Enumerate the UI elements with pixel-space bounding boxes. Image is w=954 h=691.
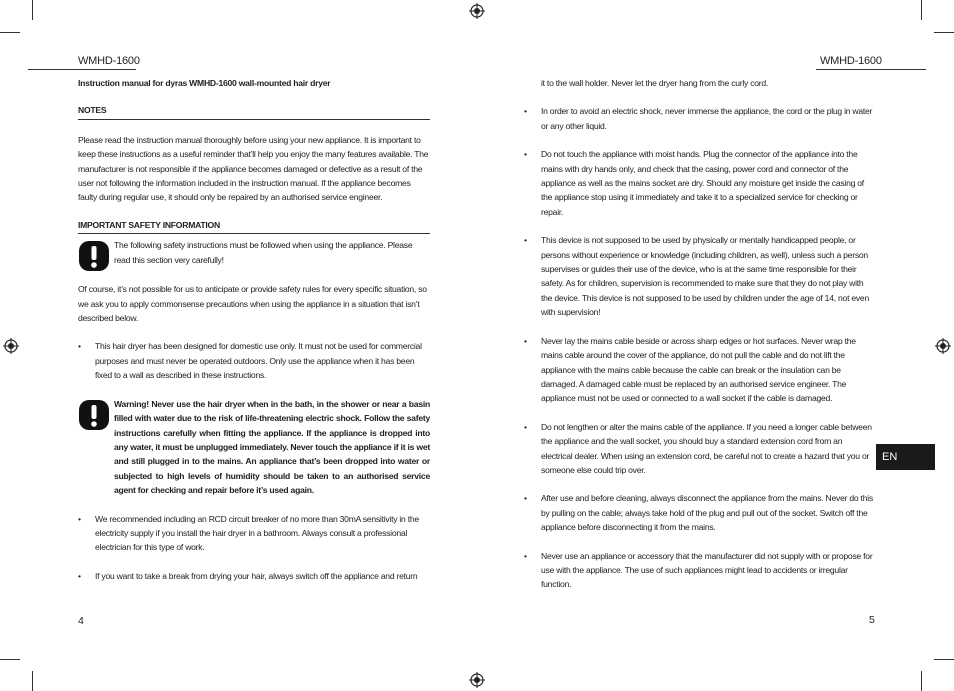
list-item: [524, 104, 874, 133]
model-label-left: WMHD-1600: [78, 55, 140, 67]
registration-mark-icon: [469, 672, 485, 688]
list-item: [524, 334, 874, 406]
list-item: [524, 420, 874, 478]
bullet-text: We recommended including an RCD circuit breaker of no more than 30mA sensitivity in the electricity supply if you install the hair dryer in a bathroom. Always consult a professional electrician for this type of work.: [95, 513, 419, 553]
list-item: [524, 491, 874, 534]
crop-mark: [934, 659, 954, 660]
crop-mark: [0, 32, 20, 33]
bullet-text: Do not lengthen or alter the mains cable of the appliance. If you need a longer cable between the appliance and the wall socket, you should buy a standard extension cord from an electrical dealer. When using an extension cord, be careful not to create a hazard that you or someone else could trip over.: [541, 421, 872, 475]
registration-mark-icon: [469, 3, 485, 19]
header-rule-left: [28, 69, 136, 70]
notes-heading: NOTES: [78, 103, 430, 119]
list-item-continuation: [524, 76, 874, 90]
bullet-text: Never use an appliance or accessory that the manufacturer did not supply with or propose for use with the appliance. The use of such appliances might lead to accidents or irregular function.: [541, 550, 873, 590]
bullet-text: This device is not supposed to be used by physically or mentally handicapped people, or persons without experience or knowledge (including children, as well), unless such a person supervises or guides their use of the device, who is at the same time responsible for their safety. As for children, supervision is recommended to make sure that they do not play with the device. This device is not supposed to be used by children under the age of 14, not even with supervision!: [541, 235, 869, 318]
list-item: [524, 147, 874, 219]
notes-paragraph: Please read the instruction manual thoroughly before using your new appliance. It is important to keep these instructions as a useful reminder that’ll help you enjoy the many features available. The manufacturer is not responsible if the appliance becomes damaged or defective as a result of the user not following the information included in the instruction manual. If the appliance becomes faulty during regular use, it should only be repaired by an authorised service engineer.: [78, 134, 429, 203]
list-item: [524, 549, 874, 592]
list-item: [78, 512, 430, 555]
intro-paragraph: Of course, it’s not possible for us to anticipate or provide safety rules for every specific situation, so we ask you to apply commonsense precautions when using the appliance in a situation that isn’t described below.: [78, 284, 427, 324]
crop-mark: [934, 32, 954, 33]
crop-mark: [32, 0, 33, 20]
bullet-point: •: [78, 513, 81, 524]
bullet-text: In order to avoid an electric shock, never immerse the appliance, the cord or the plug in water or any other liquid.: [541, 106, 873, 131]
page-number-left: 4: [78, 615, 84, 627]
warning-note-1: [78, 238, 430, 272]
crop-mark: [0, 659, 20, 660]
bullet-point: •: [78, 341, 81, 352]
bullet-text: This hair dryer has been designed for domestic use only. It must not be used for commercial purposes and must never be operated outdoors. Only use the appliance when it has been fixed to a wall as described in these instructions.: [95, 341, 422, 381]
safety-heading: IMPORTANT SAFETY INFORMATION: [78, 218, 430, 234]
model-label-right: WMHD-1600: [820, 55, 882, 67]
bullet-point: •: [524, 235, 527, 246]
bullet-point: •: [524, 550, 527, 561]
registration-mark-icon: [3, 338, 19, 354]
warning-1-text: The following safety instructions must be followed when using the appliance. Please read this section very carefully!: [114, 240, 413, 265]
page-number-right: 5: [869, 614, 875, 626]
bullet-text: After use and before cleaning, always disconnect the appliance from the mains. Never do this by pulling on the cable; always take hold of the plug and pull out of the socket. Switch off the appliance before disconnecting it from the mains.: [541, 493, 873, 533]
manual-title: Instruction manual for dyras WMHD-1600 wall-mounted hair dryer: [78, 78, 331, 88]
bullet-point: •: [524, 335, 527, 346]
bullet-point: •: [78, 570, 81, 581]
bullet-point: •: [524, 421, 527, 432]
right-page: [524, 76, 874, 592]
registration-mark-icon: [935, 338, 951, 354]
exclamation-warning-icon: [78, 399, 110, 431]
bullet-text: Never lay the mains cable beside or across sharp edges or hot surfaces. Never wrap the mains cable around the cover of the appliance, do not pull the cable and do not lift the appliance with the mains cable because the cable can break or the insulation can be damaged. A damaged cable must be replaced by an authorised service engineer. The appliance must not be used or connected to a wall socket if the cable is damaged.: [541, 335, 856, 404]
bullet-point: •: [524, 149, 527, 160]
list-item: [524, 233, 874, 319]
list-item: [78, 569, 430, 583]
exclamation-warning-icon: [78, 240, 110, 272]
bullet-point: •: [524, 493, 527, 504]
bullet-text: If you want to take a break from drying your hair, always switch off the appliance and return: [95, 570, 418, 581]
left-page: [78, 76, 430, 583]
bullet-point: •: [524, 106, 527, 117]
warning-note-2: [78, 397, 430, 498]
warning-2-text: Warning! Never use the hair dryer when in the bath, in the shower or near a basin filled with water due to the risk of life-threatening electric shock. Follow the safety instructions carefully when fitting the appliance. If the appliance is dropped into any water, it must be unplugged immediately. Never touch the appliance if it is wet and still plugged in to the mains. An appliance that’s been dropped into water or subjected to high levels of humidity should be taken to an authorised service agent for checking and repair before it’s used again.: [114, 398, 430, 496]
crop-mark: [921, 0, 922, 20]
crop-mark: [921, 671, 922, 691]
language-tab: EN: [876, 444, 935, 470]
bullet-text: Do not touch the appliance with moist hands. Plug the connector of the appliance into the mains with dry hands only, and check that the casing, power cord and connector of the appliance as well as the mains socket are dry. Should any moisture get inside the casing of the appliance stop using it immediately and take it to a specialized service for checking or repair.: [541, 149, 864, 217]
header-rule-right: [816, 69, 926, 70]
continuation-text: it to the wall holder. Never let the dryer hang from the curly cord.: [541, 78, 769, 88]
list-item: [78, 339, 430, 382]
crop-mark: [32, 671, 33, 691]
